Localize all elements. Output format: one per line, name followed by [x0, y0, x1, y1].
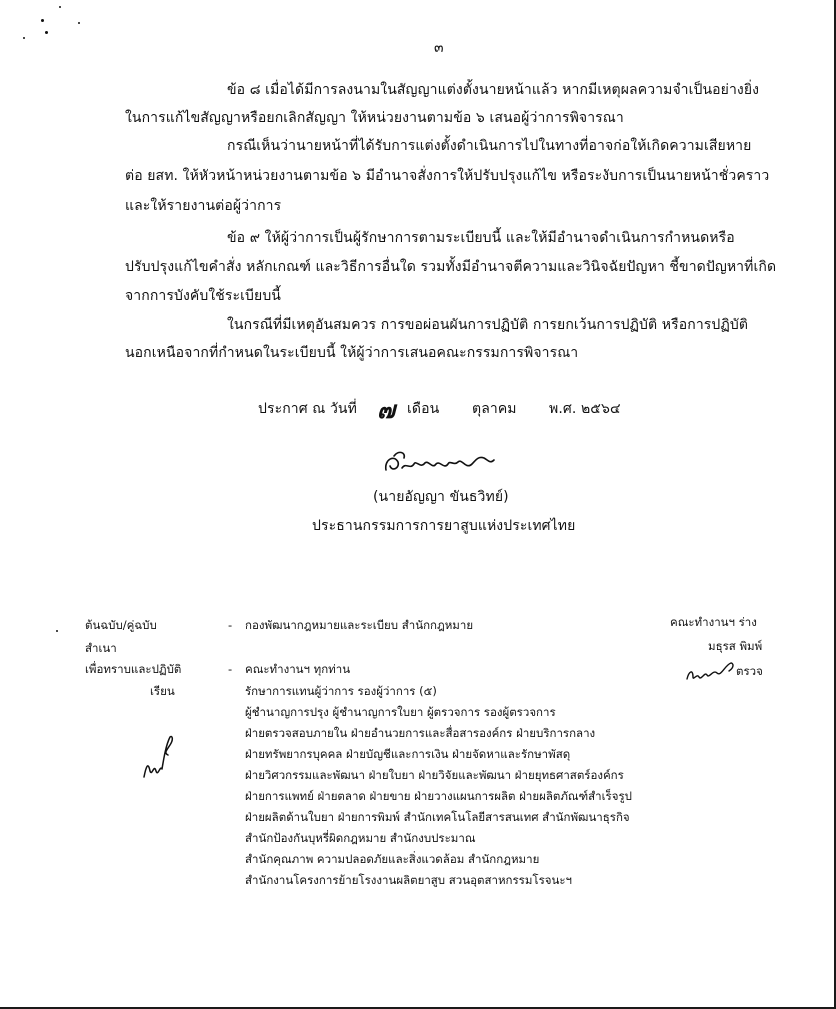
distribution-dash-2: -	[228, 662, 233, 676]
clause9-line2: ปรับปรุงแก้ไขคำสั่ง หลักเกณฑ์ และวิธีการอื่นใด รวมทั้งมีอำนาจตีความและวินิจฉัยปัญหา ชี้ขาดปัญหาที่เกิด	[125, 259, 777, 275]
checker-initials-image	[683, 657, 737, 685]
scan-speck	[45, 31, 48, 34]
announcement-year: พ.ศ. ๒๕๖๔	[549, 401, 621, 417]
distribution-dash-1: -	[228, 618, 233, 632]
recipient-line: ฝ่ายวิศวกรรมและพัฒนา ฝ่ายใบยา ฝ่ายวิจัยและพัฒนา ฝ่ายยุทธศาสตร์องค์กร	[245, 768, 624, 782]
clause8b-line2: ต่อ ยสท. ให้หัวหน้าหน่วยงานตามข้อ ๖ มีอำนาจสั่งการให้ปรับปรุงแก้ไข หรือระงับการเป็นนายหน้าชั่วคราว	[125, 168, 770, 184]
signatory-title: ประธานกรรมการการยาสูบแห่งประเทศไทย	[312, 518, 576, 534]
scan-speck	[56, 630, 58, 632]
announcement-month: ตุลาคม	[472, 401, 517, 417]
distribution-value-ack: คณะทำงานฯ ทุกท่าน	[245, 662, 351, 676]
page-number: ๓	[434, 40, 444, 56]
distribution-label-ack: เพื่อทราบและปฏิบัติ	[85, 662, 182, 676]
recipient-line: ฝ่ายการแพทย์ ฝ่ายตลาด ฝ่ายขาย ฝ่ายวางแผนการผลิต ฝ่ายผลิตภัณฑ์สำเร็จรูป	[245, 789, 632, 803]
scan-speck	[78, 22, 80, 24]
announcement-prefix: ประกาศ ณ วันที่	[258, 401, 357, 417]
clause9-line3: จากการบังคับใช้ระเบียบนี้	[125, 288, 281, 304]
scan-speck	[41, 19, 44, 22]
clause9b-line2: นอกเหนือจากที่กำหนดในระเบียบนี้ ให้ผู้ว่าการเสนอคณะกรรมการพิจารณา	[125, 345, 579, 361]
staff-note-checked: ตรวจ	[736, 664, 763, 678]
clause8-line2: ในการแก้ไขสัญญาหรือยกเลิกสัญญา ให้หน่วยงานตามข้อ ๖ เสนอผู้ว่าการพิจารณา	[125, 110, 624, 126]
staff-note-draft: คณะทำงานฯ ร่าง	[670, 615, 757, 629]
recipient-line: ฝ่ายผลิตด้านใบยา ฝ่ายการพิมพ์ สำนักเทคโนโลยีสารสนเทศ สำนักพัฒนาธุรกิจ	[245, 810, 630, 824]
scan-speck	[23, 37, 25, 39]
staff-note-typed: มธุรส พิมพ์	[708, 639, 763, 653]
announcement-month-label: เดือน	[407, 401, 440, 417]
recipient-line: ฝ่ายตรวจสอบภายใน ฝ่ายอำนวยการและสื่อสารองค์กร ฝ่ายบริการกลาง	[245, 726, 596, 740]
recipient-line: ฝ่ายทรัพยากรบุคคล ฝ่ายบัญชีและการเงิน ฝ่ายจัดหาและรักษาพัสดุ	[245, 747, 571, 761]
initials-image	[140, 733, 176, 781]
announcement-day: ๗	[377, 395, 396, 424]
clause8b-line3: และให้รายงานต่อผู้ว่าการ	[125, 198, 282, 214]
scan-speck	[59, 6, 61, 8]
distribution-label-copy: สำเนา	[85, 641, 117, 655]
recipient-line: รักษาการแทนผู้ว่าการ รองผู้ว่าการ (๕)	[245, 684, 437, 698]
clause8b-line1: กรณีเห็นว่านายหน้าที่ได้รับการแต่งตั้งดำเนินการไปในทางที่อาจก่อให้เกิดความเสียหาย	[227, 138, 752, 154]
clause9b-line1: ในกรณีที่มีเหตุอันสมควร การขอผ่อนผันการปฏิบัติ การยกเว้นการปฏิบัติ หรือการปฏิบัติ	[227, 317, 749, 333]
recipient-line: ผู้ชำนาญการปรุง ผู้ชำนาญการใบยา ผู้ตรวจการ รองผู้ตรวจการ	[245, 705, 556, 719]
signature-image	[380, 448, 500, 482]
recipient-line: สำนักคุณภาพ ความปลอดภัยและสิ่งแวดล้อม สำนักกฎหมาย	[245, 852, 540, 866]
clause8-line1: ข้อ ๘ เมื่อได้มีการลงนามในสัญญาแต่งตั้งนายหน้าแล้ว หากมีเหตุผลความจำเป็นอย่างยิ่ง	[227, 82, 760, 98]
recipient-line: สำนักงานโครงการย้ายโรงงานผลิตยาสูบ สวนอุตสาหกรรมโรจนะฯ	[245, 873, 573, 887]
recipient-line: สำนักป้องกันบุหรี่ผิดกฎหมาย สำนักงบประมาณ	[245, 831, 476, 845]
clause9-line1: ข้อ ๙ ให้ผู้ว่าการเป็นผู้รักษาการตามระเบียบนี้ และให้มีอำนาจดำเนินการกำหนดหรือ	[227, 230, 735, 246]
distribution-label-original: ต้นฉบับ/คู่ฉบับ	[85, 618, 157, 632]
signatory-name: (นายอัญญา ขันธวิทย์)	[373, 489, 509, 505]
distribution-value-original: กองพัฒนากฎหมายและระเบียบ สำนักกฎหมาย	[245, 618, 474, 632]
distribution-label-to: เรียน	[150, 684, 175, 698]
